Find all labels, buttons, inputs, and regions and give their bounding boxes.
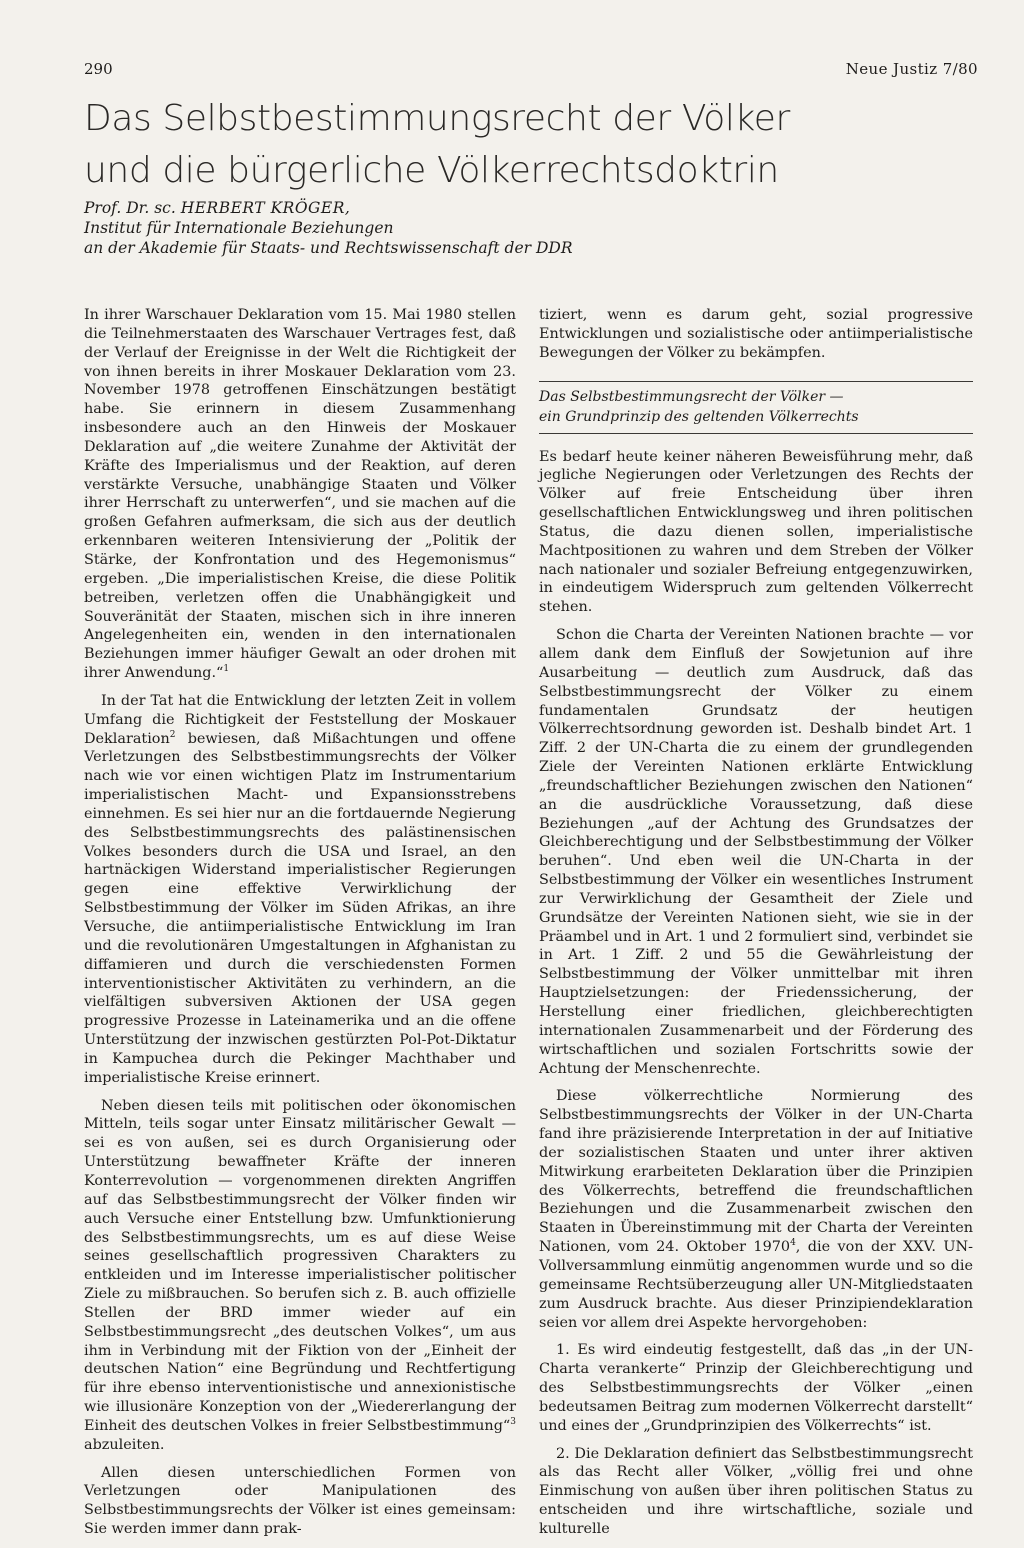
paragraph: 1. Es wird eindeutig festgestellt, daß das „in der UN-Charta verankerte“ Prinzip der Gleichberechtigung und des Selbstbestimmungsrechts der Völker „einen bedeutsamen Beitrag zum modernen Völkerrecht darstellt“ und eines der „Grundprinzipien des Völkerrechts“ ist. <box>539 1342 973 1434</box>
title-line-2: und die bürgerliche Völkerrechtsdoktrin <box>84 150 779 191</box>
paragraph: Es bedarf heute keiner näheren Beweisführung mehr, daß jegliche Negierungen oder Verletzungen des Rechts der Völker auf freie Entscheidung über ihren gesellschaftlichen Entwicklungsweg und ihren politischen Status, die dazu dienen sollen, imperialistische Machtpositionen zu wahren und dem Streben der Völker nach nationaler und sozialer Befreiung entgegenzuwirken, in eindeutigem Widerspruch zum geltenden Völkerrecht stehen. <box>539 448 973 616</box>
footnote-ref: 2 <box>169 729 176 740</box>
article-title <box>84 93 984 197</box>
journal-issue: Neue Justiz 7/80 <box>845 60 978 78</box>
affiliation-line-1: Institut für Internationale Beziehungen <box>84 219 394 237</box>
paragraph: In der Tat hat die Entwicklung der letzten Zeit in vollem Umfang die Richtigkeit der Feststellung der Moskauer Deklaration$^2$ bewiesen, daß Mißachtungen und offene Verletzungen des Selbstbestimmungsrechts der Völker nach wie vor einen wichtigen Platz im Instrumentarium imperialistischen Macht- und Expansionsstrebens einnehmen. Es sei hier nur an die fortdauernde Negierung des Selbstbestimmungsrechts des palästinensischen Volkes besonders durch die USA und Israel, an den hartnäckigen Widerstand imperialistischer Regierungen gegen eine effektive Verwirklichung der Selbstbestimmung der Völker im Süden Afrikas, an ihre Versuche, die antiimperialistische Entwicklung im Iran und die revolutionären Umgestaltungen in Afghanistan zu diffamieren und durch die verschiedensten Formen interventionistischer Aktivitäten zu verhindern, an die vielfältigen subversiven Aktionen der USA gegen progressive Prozesse in Lateinamerika und an die offene Unterstützung der inzwischen gestürzten Pol-Pot-Diktatur in Kampuchea durch die Pekinger Machthaber und imperialistische Kreise erinnert. <box>84 692 516 1086</box>
paragraph: 2. Die Deklaration definiert das Selbstbestimmungsrecht als das Recht aller Völker, „völlig frei und ohne Einmischung von außen über ihren politischen Status zu entscheiden und ihre wirtschaftliche, soziale und kulturelle <box>539 1445 973 1537</box>
paragraph: Schon die Charta der Vereinten Nationen brachte — vor allem dank dem Einfluß der Sowjetunion auf ihre Ausarbeitung — deutlich zum Ausdruck, daß das Selbstbestimmungsrecht der Völker zu einem fundamentalen Grundsatz der heutigen Völkerrechtsordnung geworden ist. Deshalb bindet Art. 1 Ziff. 2 der UN-Charta die zu einem der grundlegenden Ziele der Vereinten Nationen erklärte Entwicklung „freundschaftlicher Beziehungen zwischen den Nationen“ an die ausdrückliche Voraussetzung, daß diese Beziehungen „auf der Achtung des Grundsatzes der Gleichberechtigung und der Selbstbestimmung der Völker beruhen“. Und eben weil die UN-Charta in der Selbstbestimmung der Völker ein wesentliches Instrument zur Verwirklichung der Gesamtheit der Ziele und Grundsätze der Vereinten Nationen sieht, wie sie in der Präambel und in Art. 1 und 2 formuliert sind, verbindet sie in Art. 1 Ziff. 2 und 55 die Gewährleistung der Selbstbestimmung der Völker unmittelbar mit ihren Hauptzielsetzungen: der Friedenssicherung, der Herstellung einer friedlichen, gleichberechtigten internationalen Zusammenarbeit und der Förderung des wirtschaftlichen und sozialen Fortschritts sowie der Achtung der Menschenrechte. <box>539 627 973 1077</box>
author-prefix: Prof. Dr. sc. <box>84 199 176 217</box>
title-line-1: Das Selbstbestimmungsrecht der Völker <box>84 98 790 139</box>
author-name: HERBERT KRÖGER, <box>180 199 351 217</box>
paragraph: Neben diesen teils mit politischen oder ökonomischen Mitteln, teils sogar unter Einsatz militärischer Gewalt — sei es von außen, sei es durch Organisierung oder Unterstützung bewaffneter Kräfte der inneren Konterrevolution — vorgenommenen direkten Angriffen auf das Selbstbestimmungsrecht der Völker finden wir auch Versuche einer Entstellung bzw. Umfunktionierung des Selbstbestimmungsrechts, um es auf diese Weise seines gesellschaftlich progressiven Charakters zu entkleiden und im Interesse imperialistischer politischer Ziele zu mißbrauchen. So berufen sich z. B. auch offizielle Stellen der BRD immer wieder auf ein Selbstbestimmungsrecht „des deutschen Volkes“, um aus ihm in Verbindung mit der Fiktion von der „Einheit der deutschen Nation“ eine Begründung und Rechtfertigung für ihre ebenso interventionistische und annexionistische wie illusionäre Konzeption von der „Wiedererlangung der Einheit des deutschen Volkes in freier Selbstbestimmung“$^3$ abzuleiten. <box>84 1097 516 1453</box>
byline <box>84 198 884 258</box>
footnote-ref: 1 <box>223 664 230 675</box>
section-divider <box>539 433 973 434</box>
author-line <box>84 198 884 218</box>
left-column <box>84 306 516 1548</box>
page-number: 290 <box>84 60 113 78</box>
paragraph: Allen diesen unterschiedlichen Formen von Verletzungen oder Manipulationen des Selbstbestimmungsrechts der Völker ist eines gemeinsam: Sie werden immer dann prak- <box>84 1464 516 1538</box>
section-heading <box>539 387 973 427</box>
right-column <box>539 306 973 1548</box>
footnote-ref: 4 <box>790 1238 796 1249</box>
footnote-ref: 3 <box>510 1417 516 1428</box>
affiliation-line-2: an der Akademie für Staats- und Rechtswissenschaft der DDR <box>84 239 573 257</box>
section-heading-line-2: ein Grundprinzip des geltenden Völkerrechts <box>539 408 859 425</box>
section-heading-line-1: Das Selbstbestimmungsrecht der Völker — <box>539 388 844 405</box>
paragraph: tiziert, wenn es darum geht, sozial progressive Entwicklungen und sozialistische oder antiimperialistische Bewegungen der Völker zu bekämpfen. <box>539 307 973 361</box>
paragraph: In ihrer Warschauer Deklaration vom 15. Mai 1980 stellen die Teilnehmerstaaten des Warschauer Vertrages fest, daß der Verlauf der Ereignisse in der Welt die Richtigkeit der von ihnen bereits in ihrer Moskauer Deklaration vom 23. November 1978 getroffenen Einschätzungen bestätigt habe. Sie erinnern in diesem Zusammenhang insbesondere auch an den Hinweis der Moskauer Deklaration auf „die weitere Zunahme der Aktivität der Kräfte des Imperialismus und der Reaktion, auf deren verstärkte Versuche, unabhängige Staaten und Völker ihrer Herrschaft zu unterwerfen“, und sie machen auf die großen Gefahren aufmerksam, die sich aus der deutlich erkennbaren weiteren Intensivierung der „Politik der Stärke, der Konfrontation und des Hegemonismus“ ergeben. „Die imperialistischen Kreise, die diese Politik betreiben, verletzen offen die Unabhängigkeit und Souveränität der Staaten, mischen sich in ihre inneren Angelegenheiten ein, wenden in den internationalen Beziehungen immer häufiger Gewalt an oder drohen mit ihrer Anwendung.“$^1$ <box>84 307 516 682</box>
section-divider <box>539 381 973 382</box>
paragraph: Diese völkerrechtliche Normierung des Selbstbestimmungsrechts der Völker in der UN-Charta fand ihre präzisierende Interpretation in der auf Initiative der sozialistischen Staaten und unter ihrer aktiven Mitwirkung erarbeiteten Deklaration über die Prinzipien des Völkerrechts, betreffend die freundschaftlichen Beziehungen und die Zusammenarbeit zwischen den Staaten in Übereinstimmung mit der Charta der Vereinten Nationen, vom 24. Oktober 1970$^4$, die von der XXV. UN-Vollversammlung einmütig angenommen wurde und so die gemeinsame Rechtsüberzeugung aller UN-Mitgliedstaaten zum Ausdruck brachte. Aus dieser Prinzipiendeklaration seien vor allem drei Aspekte hervorgehoben: <box>539 1088 974 1331</box>
